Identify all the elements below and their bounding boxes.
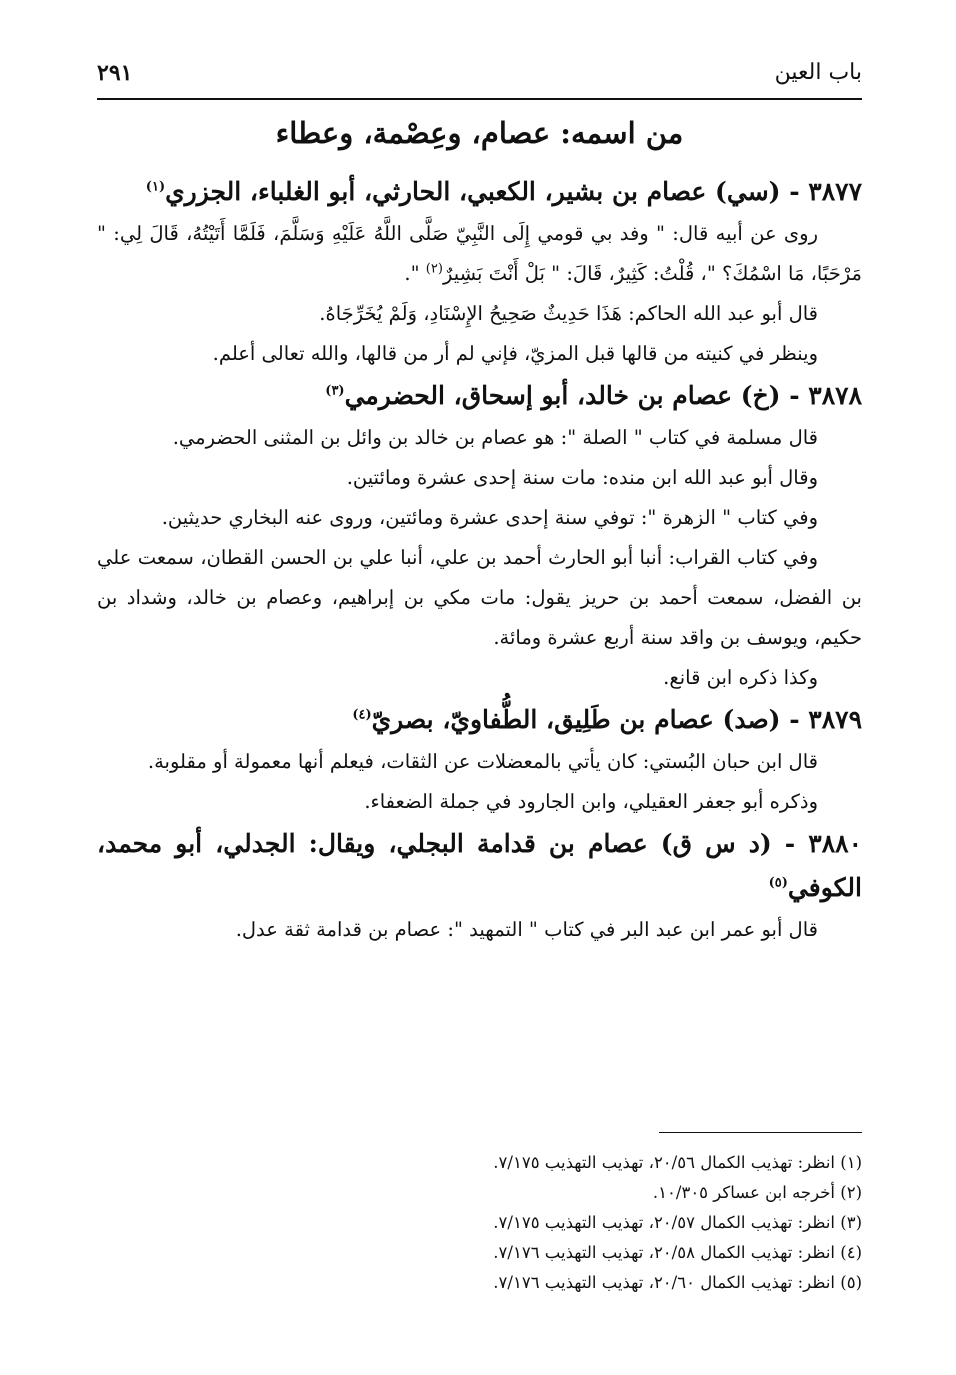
- footnote-separator: [659, 1132, 862, 1133]
- paragraph-text: قال أبو عبد الله الحاكم: هَذَا حَدِيثٌ صَحِيحُ الإِسْنَادِ، وَلَمْ يُخَرِّجَاهُ.: [319, 302, 818, 325]
- paragraph-text: وذكره أبو جعفر العقيلي، وابن الجارود في جملة الضعفاء.: [364, 790, 818, 813]
- entry-title: [97, 374, 862, 418]
- paragraph-text: وفي كتاب القراب: أنبا أبو الحارث أحمد بن علي، أنبا علي بن الحسن القطان، سمعت علي بن الفضل، سمعت أحمد بن حريز يقول: مات مكي بن إبراهيم، وعصام بن خالد، وشداد بن حكيم، ويوسف بن واقد سنة أربع عشرة ومائة.: [97, 546, 862, 649]
- entries-list: [97, 170, 862, 950]
- paragraph-text: وكذا ذكره ابن قانع.: [663, 666, 818, 689]
- entry-title-text: ٣٨٧٧ - (سي) عصام بن بشير، الكعبي، الحارثي، أبو الغلباء، الجزري: [165, 177, 862, 206]
- footnote: (٥) انظر: تهذيب الكمال ٢٠/٦٠، تهذيب التهذيب ٧/١٧٦.: [493, 1273, 862, 1292]
- entry-paragraph: [97, 538, 862, 658]
- paragraph-text: وينظر في كنيته من قالها قبل المزيّ، فإني لم أر من قالها، والله تعالى أعلم.: [212, 342, 818, 365]
- entry-paragraph: [97, 418, 862, 458]
- page-number: ٢٩١: [97, 60, 133, 86]
- entry-paragraph: [97, 458, 862, 498]
- section-heading: من اسمه: عصام، وعِصْمة، وعطاء: [275, 116, 684, 150]
- entry-paragraph: [97, 334, 862, 374]
- footnotes-list: [200, 1148, 862, 1298]
- footnote-reference: (٤): [352, 707, 372, 723]
- page-header: [97, 58, 862, 100]
- page-body: [97, 110, 862, 950]
- entry-title-text: ٣٨٨٠ - (د س ق) عصام بن قدامة البجلي، ويقال: الجدلي، أبو محمد، الكوفي: [97, 829, 862, 902]
- footnote-reference: (٥): [768, 875, 788, 891]
- footnote-reference: (٢): [425, 261, 443, 277]
- entry-paragraph: [97, 742, 862, 782]
- paragraph-text: وفي كتاب " الزهرة ": توفي سنة إحدى عشرة ومائتين، وروى عنه البخاري حديثين.: [161, 506, 818, 529]
- footnote: (٣) انظر: تهذيب الكمال ٢٠/٥٧، تهذيب التهذيب ٧/١٧٥.: [493, 1213, 862, 1232]
- entry-title: [97, 698, 862, 742]
- entry-title: [97, 170, 862, 214]
- footnote: (٤) انظر: تهذيب الكمال ٢٠/٥٨، تهذيب التهذيب ٧/١٧٦.: [493, 1243, 862, 1262]
- footnote: (٢) أخرجه ابن عساكر ١٠/٣٠٥.: [652, 1183, 862, 1202]
- paragraph-text: قال ابن حبان البُستي: كان يأتي بالمعضلات عن الثقات، فيعلم أنها معمولة أو مقلوبة.: [147, 750, 818, 773]
- footnote-reference: (٣): [325, 383, 345, 399]
- paragraph-text: روى عن أبيه قال: " وفد بي قومي إِلَى النَّبِيّ صَلَّى اللَّهُ عَلَيْهِ وَسَلَّمَ، فَلَمَّا أَتَيْتُهُ، قَالَ لِي: " مَرْحَبًا، مَا اسْمُكَ؟ "، قُلْتُ: كَثِيرٌ، قَالَ: " بَلْ أَنْتَ بَشِيرٌ: [97, 222, 862, 285]
- entry-title-text: ٣٨٧٩ - (صد) عصام بن طَلِيق، الطُّفاويّ، بصريّ: [371, 705, 862, 734]
- paragraph-text: وقال أبو عبد الله ابن منده: مات سنة إحدى عشرة ومائتين.: [346, 466, 818, 489]
- footnote-reference: (١): [145, 179, 166, 195]
- entry-paragraph: [97, 910, 862, 950]
- entry-paragraph: [97, 294, 862, 334]
- entry-paragraph: [97, 658, 862, 698]
- footnote: (١) انظر: تهذيب الكمال ٢٠/٥٦، تهذيب التهذيب ٧/١٧٥.: [493, 1153, 862, 1172]
- paragraph-text: قال أبو عمر ابن عبد البر في كتاب " التمهيد ": عصام بن قدامة ثقة عدل.: [235, 918, 818, 941]
- entry-title: [97, 822, 862, 910]
- entry-title-text: ٣٨٧٨ - (خ) عصام بن خالد، أبو إسحاق، الحضرمي: [344, 381, 862, 410]
- entry-paragraph: [97, 498, 862, 538]
- paragraph-text: ".: [404, 262, 426, 285]
- running-title: باب العين: [774, 60, 862, 85]
- entry-paragraph: [97, 214, 862, 294]
- paragraph-text: قال مسلمة في كتاب " الصلة ": هو عصام بن خالد بن وائل بن المثنى الحضرمي.: [172, 426, 818, 449]
- entry-paragraph: [97, 782, 862, 822]
